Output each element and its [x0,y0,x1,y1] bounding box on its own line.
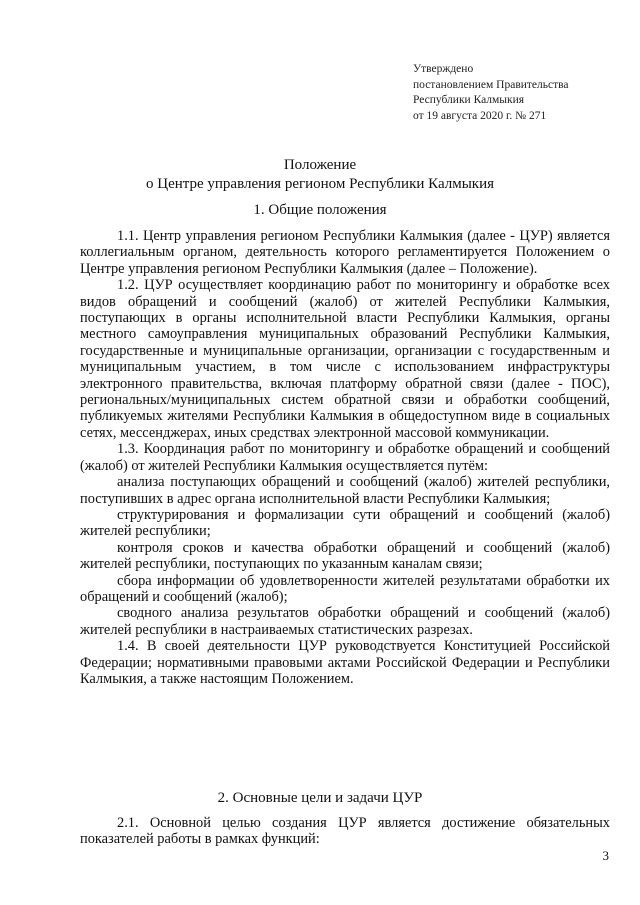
section-2-body [80,815,610,848]
document-title [0,156,640,194]
list-item: сводного анализа результатов обработки обращений и сообщений (жалоб) жителей республики в настраиваемых статистических разрезах. [80,605,610,638]
title-line-1: Положение [283,157,357,173]
section-heading-2: 2. Основные цели и задачи ЦУР [217,790,423,806]
approval-line: Республики Калмыкия [413,94,525,106]
paragraph-2-1: 2.1. Основной целью создания ЦУР является достижение обязательных показателей работы в рамках функций: [80,815,610,848]
paragraph-1-1: 1.1. Центр управления регионом Республики Калмыкия (далее - ЦУР) является коллегиальным органом, деятельность которого регламентируется Положением о Центре управления регионом Республики Калмыкия (далее – Положение). [80,228,610,277]
section-heading-1: 1. Общие положения [253,202,387,218]
section-1-body [80,228,610,687]
title-line-2: о Центре управления регионом Республики Калмыкия [145,176,495,192]
paragraph-1-2: 1.2. ЦУР осуществляет координацию работ по мониторингу и обработке всех видов обращений и сообщений (жалоб) от жителей Республики Калмыкия, поступающих в органы исполнительной власти Республики Калмыкия, органы местного самоуправления муниципальных образований Республики Калмыкия, государственные и муниципальные организации, организации с государственным и муниципальным участием, в том числе с использованием инфраструктуры электронного правительства, включая платформу обратной связи (далее - ПОС), региональных/муниципальных систем обратной связи и обработки сообщений, публикуемых жителями Республики Калмыкия в общедоступном виде в социальных сетях, мессенджерах, иных средствах электронной массовой коммуникации. [80,277,610,441]
approval-line: Утверждено [413,63,474,75]
list-item: анализа поступающих обращений и сообщений (жалоб) жителей республики, поступивших в адрес органа исполнительной власти Республики Калмыкия; [80,474,610,507]
list-item: контроля сроков и качества обработки обращений и сообщений (жалоб) жителей республики, поступающих по указанным каналам связи; [80,539,610,573]
approval-stamp [413,62,569,124]
approval-line: постановлением Правительства [413,78,569,91]
list-item: сбора информации об удовлетворенности жителей результатами обработки их обращений и сообщений (жалоб); [80,572,610,605]
page-number: 3 [602,848,609,863]
paragraph-1-3: 1.3. Координация работ по мониторингу и обработке обращений и сообщений (жалоб) от жителей Республики Калмыкия осуществляется путём: [80,441,610,474]
paragraph-1-4: 1.4. В своей деятельности ЦУР руководствуется Конституцией Российской Федерации; нормативными правовыми актами Российской Федерации и Республики Калмыкия, а также настоящим Положением. [80,638,610,687]
list-item: структурирования и формализации сути обращений и сообщений (жалоб) жителей республики; [80,506,610,540]
approval-line: от 19 августа 2020 г. № 271 [413,109,547,122]
